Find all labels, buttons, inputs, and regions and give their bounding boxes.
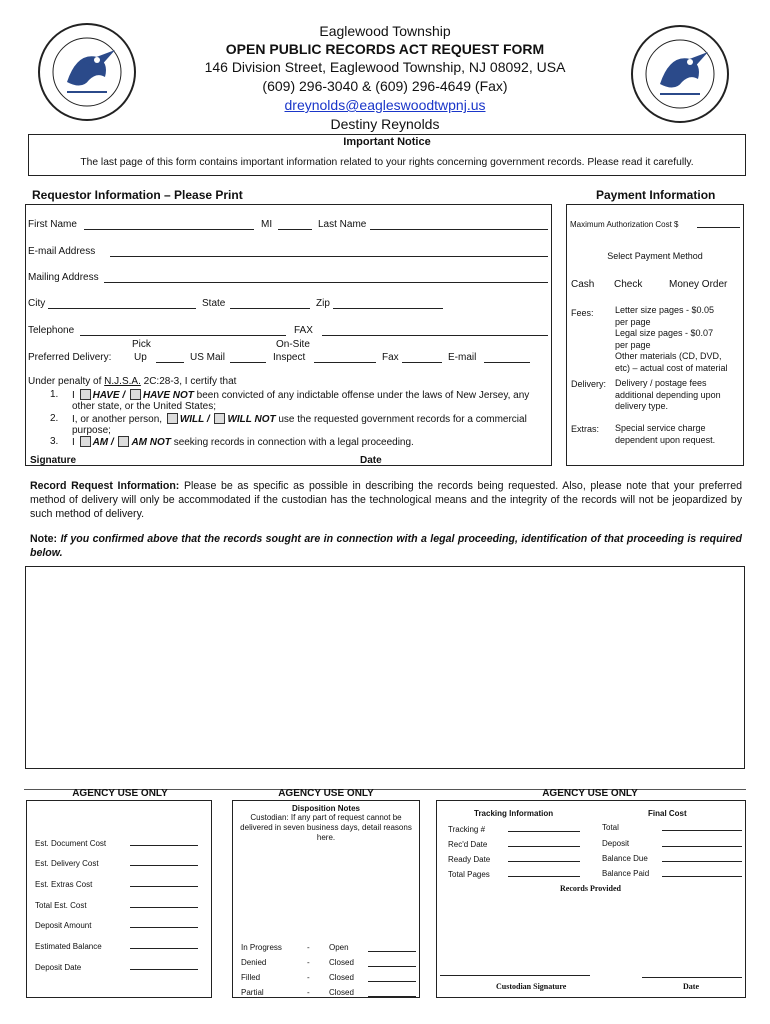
last-name-label: Last Name: [318, 219, 367, 230]
extras-label: Extras:: [571, 424, 600, 434]
township-seal-left: [37, 22, 137, 122]
usmail-field[interactable]: [230, 362, 266, 363]
est-ext-field[interactable]: [130, 886, 198, 887]
balance-paid-field[interactable]: [662, 876, 742, 877]
cert-3-number: 3.: [50, 436, 59, 447]
deposit-field[interactable]: [130, 927, 198, 928]
date-field[interactable]: [410, 465, 548, 466]
closed-field-2[interactable]: [368, 981, 416, 982]
denied-label: Denied: [241, 958, 267, 967]
dash-3: -: [307, 973, 310, 982]
cert-2-number: 2.: [50, 413, 59, 424]
address: 146 Division Street, Eaglewood Township, NJ 08092, USA: [204, 59, 566, 75]
est-bal-label: Estimated Balance: [35, 942, 102, 951]
max-authorization-label: Maximum Authorization Cost $: [570, 220, 679, 229]
open-label: Open: [329, 943, 349, 952]
delivery-details: Delivery / postage fees additional depending upon delivery type.: [615, 378, 721, 411]
notice-title: Important Notice: [343, 136, 431, 148]
ready-date-field[interactable]: [508, 861, 580, 862]
delivery-label: Delivery:: [571, 379, 607, 389]
email-label: E-mail Address: [28, 246, 96, 257]
fax-delivery-label: Fax: [382, 352, 399, 363]
am-checkbox[interactable]: [80, 436, 91, 447]
total-est-label: Total Est. Cost: [35, 901, 87, 910]
form-title: OPEN PUBLIC RECORDS ACT REQUEST FORM: [225, 41, 545, 57]
agency-header-2: AGENCY USE ONLY: [278, 788, 374, 799]
disposition-text: Custodian: If any part of request cannot be delivered in seven business days, detail reasons here.: [240, 813, 412, 842]
cash-option[interactable]: Cash: [571, 279, 595, 290]
select-payment-label: Select Payment Method: [607, 251, 703, 261]
first-name-field[interactable]: [84, 229, 254, 230]
final-deposit-field[interactable]: [662, 846, 742, 847]
deposit-date-label: Deposit Date: [35, 963, 82, 972]
fax-delivery-field[interactable]: [402, 362, 442, 363]
dash-2: -: [307, 958, 310, 967]
fees-details: Letter size pages - $0.05 per page Legal size pages - $0.07 per page Other materials (CD, DVD, etc) – actual cost of material: [615, 305, 728, 373]
balance-due-field[interactable]: [662, 861, 742, 862]
email-link[interactable]: dreynolds@eagleswoodtwpnj.us: [284, 97, 486, 113]
extras-details: Special service charge dependent upon request.: [615, 423, 716, 445]
est-del-label: Est. Delivery Cost: [35, 859, 99, 868]
est-del-field[interactable]: [130, 865, 198, 866]
custodian-signature-label: Custodian Signature: [496, 982, 567, 991]
fax-field[interactable]: [322, 335, 548, 336]
have-not-checkbox[interactable]: [130, 389, 141, 400]
email-delivery-field[interactable]: [484, 362, 530, 363]
mi-field[interactable]: [278, 229, 312, 230]
pick-label: Pick: [132, 339, 151, 350]
cert-3: I AM / AM NOT seeking records in connection with a legal proceeding.: [72, 437, 414, 448]
first-name-label: First Name: [28, 219, 77, 230]
max-authorization-field[interactable]: [697, 227, 740, 228]
last-name-field[interactable]: [370, 229, 548, 230]
tracking-no-label: Tracking #: [448, 825, 486, 834]
est-doc-label: Est. Document Cost: [35, 839, 107, 848]
cert-1: I HAVE / HAVE NOT been convicted of any indictable offense under the laws of New Jersey, any: [72, 390, 530, 401]
mi-label: MI: [261, 219, 273, 230]
check-option[interactable]: Check: [614, 279, 643, 290]
telephone-field[interactable]: [80, 335, 286, 336]
date-label: Date: [360, 455, 382, 466]
email-field[interactable]: [110, 256, 548, 257]
state-label: State: [202, 298, 226, 309]
filled-label: Filled: [241, 973, 261, 982]
pickup-label: Up: [134, 352, 147, 363]
tracking-no-field[interactable]: [508, 831, 580, 832]
have-checkbox[interactable]: [80, 389, 91, 400]
signature-label: Signature: [30, 455, 77, 466]
am-not-checkbox[interactable]: [118, 436, 129, 447]
custodian-date-field[interactable]: [642, 977, 742, 978]
inspect-field[interactable]: [314, 362, 376, 363]
closed-label-2: Closed: [329, 973, 354, 982]
contact-name: Destiny Reynolds: [330, 116, 440, 132]
closed-field-3[interactable]: [368, 996, 416, 997]
partial-label: Partial: [241, 988, 264, 997]
balance-paid-label: Balance Paid: [602, 869, 650, 878]
zip-label: Zip: [316, 298, 330, 309]
cert-1-line2: other state, or the United States;: [72, 401, 216, 412]
est-bal-field[interactable]: [130, 948, 198, 949]
usmail-label: US Mail: [190, 352, 226, 363]
township-seal-right: [630, 24, 730, 124]
fees-label: Fees:: [571, 308, 594, 318]
inspect-label: Inspect: [273, 352, 306, 363]
notice-text: The last page of this form contains important information related to your rights concerning government records. Please read it carefully.: [80, 157, 694, 168]
will-not-checkbox[interactable]: [214, 413, 225, 424]
records-provided-label: Records Provided: [560, 884, 621, 893]
cert-2-line2: purpose;: [72, 425, 111, 436]
est-doc-field[interactable]: [130, 845, 198, 846]
deposit-label: Deposit Amount: [35, 921, 92, 930]
recd-date-field[interactable]: [508, 846, 580, 847]
telephone-label: Telephone: [28, 325, 75, 336]
recd-date-label: Rec'd Date: [448, 840, 488, 849]
cert-1-number: 1.: [50, 389, 59, 400]
total-pages-label: Total Pages: [448, 870, 490, 879]
email-delivery-label: E-mail: [448, 352, 477, 363]
will-checkbox[interactable]: [167, 413, 178, 424]
record-request-paragraph: Record Request Information: Please be as specific as possible in describing the records being requested. Also, please note that your preferred method of delivery will only be accommodated if the custodian has the technological means and the integrity of the records will not be jeopardized by such method of delivery.: [30, 480, 742, 520]
tracking-title: Tracking Information: [474, 809, 554, 818]
total-pages-field[interactable]: [508, 876, 580, 877]
pickup-field[interactable]: [156, 362, 184, 363]
ready-date-label: Ready Date: [448, 855, 491, 864]
city-label: City: [28, 298, 46, 309]
disposition-title: Disposition Notes: [291, 804, 360, 813]
money-order-option[interactable]: Money Order: [669, 279, 728, 290]
balance-due-label: Balance Due: [602, 854, 648, 863]
onsite-label: On-Site: [276, 339, 310, 350]
city-field[interactable]: [48, 308, 196, 309]
est-ext-label: Est. Extras Cost: [35, 880, 93, 889]
legal-note: Note: If you confirmed above that the records sought are in connection with a legal proceeding, identification of that proceeding is required below.: [30, 533, 742, 559]
state-field[interactable]: [230, 308, 310, 309]
final-cost-title: Final Cost: [648, 809, 687, 818]
final-deposit-label: Deposit: [602, 839, 630, 848]
agency-header-3: AGENCY USE ONLY: [542, 788, 638, 799]
total-field[interactable]: [662, 830, 742, 831]
total-est-field[interactable]: [130, 907, 198, 908]
zip-field[interactable]: [333, 308, 443, 309]
mailing-label: Mailing Address: [28, 272, 99, 283]
record-request-textarea[interactable]: [25, 566, 745, 769]
closed-field-1[interactable]: [368, 966, 416, 967]
payment-title: Payment Information: [596, 188, 716, 202]
signature-field[interactable]: [76, 465, 330, 466]
agency-header-1: AGENCY USE ONLY: [72, 788, 168, 799]
open-field[interactable]: [368, 951, 416, 952]
dash-1: -: [307, 943, 310, 952]
requestor-title: Requestor Information – Please Print: [32, 188, 243, 202]
cert-2: I, or another person, WILL / WILL NOT use the requested government records for a commercial: [72, 414, 527, 425]
closed-label-3: Closed: [329, 988, 354, 997]
total-label: Total: [602, 823, 619, 832]
phone: (609) 296-3040 & (609) 296-4649 (Fax): [262, 78, 508, 94]
township-name: Eaglewood Township: [319, 23, 451, 39]
closed-label-1: Closed: [329, 958, 354, 967]
preferred-delivery-label: Preferred Delivery:: [28, 352, 112, 363]
custodian-date-label: Date: [683, 982, 699, 991]
penalty-text: Under penalty of N.J.S.A. 2C:28-3, I certify that: [28, 376, 237, 387]
fax-label: FAX: [294, 325, 313, 336]
in-progress-label: In Progress: [241, 943, 282, 952]
dash-4: -: [307, 988, 310, 997]
mailing-field[interactable]: [104, 282, 548, 283]
deposit-date-field[interactable]: [130, 969, 198, 970]
custodian-signature-field[interactable]: [440, 975, 590, 976]
